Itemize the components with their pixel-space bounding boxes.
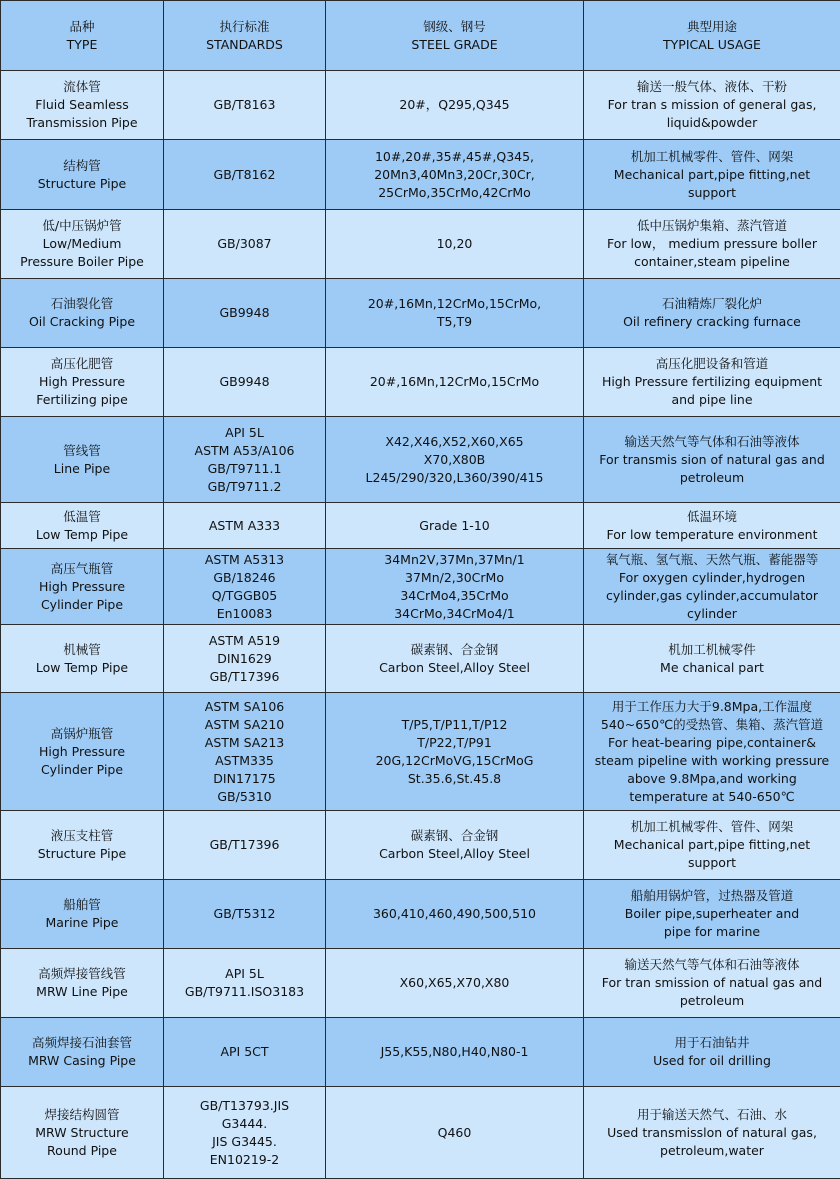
cell-line: Cylinder Pipe	[5, 761, 159, 779]
cell-line: ASTM A333	[168, 517, 321, 535]
cell-line: cylinder,gas cylinder,accumulator	[588, 587, 836, 605]
table-row	[1, 811, 840, 880]
table-row	[1, 503, 840, 549]
cell-line: High Pressure	[5, 578, 159, 596]
cell-line: Oil Cracking Pipe	[5, 313, 159, 331]
cell-line: pipe for marine	[588, 923, 836, 941]
cell-standards	[164, 625, 326, 693]
table-header-row	[1, 1, 840, 71]
cell-type	[1, 811, 164, 880]
table-row	[1, 71, 840, 140]
cell-line: 高压气瓶管	[5, 560, 159, 578]
cell-line: 20#，Q295,Q345	[330, 96, 579, 114]
cell-steel-grade	[326, 417, 584, 503]
cell-line: GB/5310	[168, 788, 321, 806]
cell-steel-grade	[326, 348, 584, 417]
cell-line: GB/T9711.1	[168, 460, 321, 478]
cell-line: L245/290/320,L360/390/415	[330, 469, 579, 487]
cell-line: Q460	[330, 1124, 579, 1142]
cell-line: 碳素钢、合金钢	[330, 827, 579, 845]
cell-line: above 9.8Mpa,and working	[588, 770, 836, 788]
cell-steel-grade	[326, 279, 584, 348]
cell-line: X42,X46,X52,X60,X65	[330, 433, 579, 451]
cell-steel-grade	[326, 880, 584, 949]
cell-steel-grade	[326, 549, 584, 625]
cell-line: petroleum	[588, 469, 836, 487]
cell-line: ASTM SA106	[168, 698, 321, 716]
cell-line: API 5L	[168, 424, 321, 442]
cell-line: GB/T9711.ISO3183	[168, 983, 321, 1001]
cell-standards	[164, 279, 326, 348]
cell-line: temperature at 540-650℃	[588, 788, 836, 806]
table-body	[1, 71, 840, 1179]
cell-steel-grade	[326, 140, 584, 210]
cell-typical-usage	[584, 1087, 840, 1179]
cell-line: T/P5,T/P11,T/P12	[330, 716, 579, 734]
cell-line: GB/3087	[168, 235, 321, 253]
cell-line: 输送天然气等气体和石油等液体	[588, 433, 836, 451]
cell-standards	[164, 210, 326, 279]
cell-line: 360,410,460,490,500,510	[330, 905, 579, 923]
cell-line: Cylinder Pipe	[5, 596, 159, 614]
table-row	[1, 949, 840, 1018]
table-row	[1, 625, 840, 693]
cell-line: 机加工机械零件	[588, 641, 836, 659]
cell-line: For low temperature environment	[588, 526, 836, 544]
cell-standards	[164, 71, 326, 140]
cell-line: Fluid Seamless	[5, 96, 159, 114]
cell-type	[1, 1087, 164, 1179]
table-row	[1, 1087, 840, 1179]
cell-line: GB/T17396	[168, 836, 321, 854]
cell-line: 25CrMo,35CrMo,42CrMo	[330, 184, 579, 202]
cell-line: High Pressure	[5, 743, 159, 761]
cell-line: Low/Medium	[5, 235, 159, 253]
cell-line: Line Pipe	[5, 460, 159, 478]
cell-type	[1, 549, 164, 625]
cell-line: 机加工机械零件、管件、网架	[588, 148, 836, 166]
cell-line: 碳素钢、合金钢	[330, 641, 579, 659]
cell-steel-grade	[326, 71, 584, 140]
table-row	[1, 549, 840, 625]
cell-type	[1, 949, 164, 1018]
cell-line: 机械管	[5, 641, 159, 659]
table-row	[1, 693, 840, 811]
cell-line: Carbon Steel,Alloy Steel	[330, 845, 579, 863]
cell-line: Marine Pipe	[5, 914, 159, 932]
cell-line: petroleum,water	[588, 1142, 836, 1160]
cell-type	[1, 417, 164, 503]
cell-line: steam pipeline with working pressure	[588, 752, 836, 770]
cell-line: JIS G3445.	[168, 1133, 321, 1151]
cell-line: 10#,20#,35#,45#,Q345,	[330, 148, 579, 166]
header-type: 品种 TYPE	[1, 1, 164, 71]
cell-line: GB9948	[168, 373, 321, 391]
cell-line: Used transmisslon of natural gas,	[588, 1124, 836, 1142]
cell-standards	[164, 880, 326, 949]
cell-line: liquid&powder	[588, 114, 836, 132]
cell-line: container,steam pipeline	[588, 253, 836, 271]
cell-line: For tran s mission of general gas,	[588, 96, 836, 114]
table-row	[1, 1018, 840, 1087]
cell-typical-usage	[584, 417, 840, 503]
cell-standards	[164, 140, 326, 210]
cell-line: cylinder	[588, 605, 836, 623]
cell-line: support	[588, 854, 836, 872]
cell-line: GB/18246	[168, 569, 321, 587]
cell-line: 20#,16Mn,12CrMo,15CrMo,	[330, 295, 579, 313]
cell-standards	[164, 549, 326, 625]
cell-typical-usage	[584, 1018, 840, 1087]
cell-type	[1, 693, 164, 811]
cell-line: 20Mn3,40Mn3,20Cr,30Cr,	[330, 166, 579, 184]
cell-line: Q/TGGB05	[168, 587, 321, 605]
cell-line: 船舶管	[5, 896, 159, 914]
cell-line: 结构管	[5, 157, 159, 175]
cell-steel-grade	[326, 1018, 584, 1087]
cell-line: ASTM A5313	[168, 551, 321, 569]
cell-typical-usage	[584, 811, 840, 880]
cell-line: J55,K55,N80,H40,N80-1	[330, 1043, 579, 1061]
cell-line: 高频焊接石油套管	[5, 1034, 159, 1052]
table-row	[1, 348, 840, 417]
cell-steel-grade	[326, 503, 584, 549]
cell-line: St.35.6,St.45.8	[330, 770, 579, 788]
table-row	[1, 279, 840, 348]
cell-line: Carbon Steel,Alloy Steel	[330, 659, 579, 677]
cell-typical-usage	[584, 549, 840, 625]
cell-line: G3444.	[168, 1115, 321, 1133]
cell-standards	[164, 1087, 326, 1179]
cell-line: GB9948	[168, 304, 321, 322]
cell-line: Pressure Boiler Pipe	[5, 253, 159, 271]
cell-line: Structure Pipe	[5, 845, 159, 863]
cell-type	[1, 279, 164, 348]
cell-typical-usage	[584, 503, 840, 549]
cell-typical-usage	[584, 348, 840, 417]
cell-line: DIN17175	[168, 770, 321, 788]
cell-steel-grade	[326, 811, 584, 880]
table-row	[1, 140, 840, 210]
cell-type	[1, 625, 164, 693]
cell-line: For low， medium pressure boller	[588, 235, 836, 253]
cell-standards	[164, 693, 326, 811]
cell-line: MRW Structure	[5, 1124, 159, 1142]
cell-line: ASTM A519	[168, 632, 321, 650]
cell-line: For oxygen cylinder,hydrogen	[588, 569, 836, 587]
cell-line: EN10219-2	[168, 1151, 321, 1169]
cell-line: High Pressure fertilizing equipment	[588, 373, 836, 391]
cell-line: 焊接结构圆管	[5, 1106, 159, 1124]
cell-typical-usage	[584, 71, 840, 140]
cell-line: 用于石油钻井	[588, 1034, 836, 1052]
cell-type	[1, 140, 164, 210]
cell-standards	[164, 417, 326, 503]
cell-line: ASTM SA213	[168, 734, 321, 752]
cell-line: 高压化肥设备和管道	[588, 355, 836, 373]
cell-line: GB/T8163	[168, 96, 321, 114]
cell-line: DIN1629	[168, 650, 321, 668]
header-steel-grade: 钢级、钢号 STEEL GRADE	[326, 1, 584, 71]
cell-line: API 5L	[168, 965, 321, 983]
cell-line: 10,20	[330, 235, 579, 253]
cell-steel-grade	[326, 949, 584, 1018]
cell-line: MRW Casing Pipe	[5, 1052, 159, 1070]
cell-line: GB/T8162	[168, 166, 321, 184]
cell-line: X70,X80B	[330, 451, 579, 469]
cell-standards	[164, 949, 326, 1018]
header-standards: 执行标准 STANDARDS	[164, 1, 326, 71]
cell-line: 高频焊接管线管	[5, 965, 159, 983]
cell-steel-grade	[326, 210, 584, 279]
cell-line: T5,T9	[330, 313, 579, 331]
cell-line: 流体管	[5, 78, 159, 96]
cell-steel-grade	[326, 693, 584, 811]
cell-line: 低温环境	[588, 508, 836, 526]
cell-line: X60,X65,X70,X80	[330, 974, 579, 992]
cell-line: 低/中压锅炉管	[5, 217, 159, 235]
cell-line: ASTM SA210	[168, 716, 321, 734]
cell-typical-usage	[584, 880, 840, 949]
cell-typical-usage	[584, 210, 840, 279]
cell-typical-usage	[584, 279, 840, 348]
cell-line: For transmis sion of natural gas and	[588, 451, 836, 469]
cell-typical-usage	[584, 625, 840, 693]
cell-line: 37Mn/2,30CrMo	[330, 569, 579, 587]
cell-line: Fertilizing pipe	[5, 391, 159, 409]
cell-line: Grade 1-10	[330, 517, 579, 535]
table-row	[1, 417, 840, 503]
cell-line: 输送天然气等气体和石油等液体	[588, 956, 836, 974]
header-typical-usage: 典型用途 TYPICAL USAGE	[584, 1, 840, 71]
cell-line: Oil refinery cracking furnace	[588, 313, 836, 331]
cell-line: 氧气瓶、氢气瓶、天然气瓶、蓄能器等	[588, 551, 836, 569]
cell-line: GB/T13793.JIS	[168, 1097, 321, 1115]
cell-line: 20G,12CrMoVG,15CrMoG	[330, 752, 579, 770]
cell-line: 高压化肥管	[5, 355, 159, 373]
cell-line: For heat-bearing pipe,container&	[588, 734, 836, 752]
cell-line: ASTM A53/A106	[168, 442, 321, 460]
cell-line: Structure Pipe	[5, 175, 159, 193]
cell-standards	[164, 503, 326, 549]
cell-line: T/P22,T/P91	[330, 734, 579, 752]
cell-type	[1, 1018, 164, 1087]
cell-line: 用于工作压力大于9.8Mpa,工作温度	[588, 698, 836, 716]
cell-line: 石油精炼厂裂化炉	[588, 295, 836, 313]
cell-line: GB/T17396	[168, 668, 321, 686]
cell-line: High Pressure	[5, 373, 159, 391]
cell-line: ASTM335	[168, 752, 321, 770]
cell-line: 用于输送天然气、石油、水	[588, 1106, 836, 1124]
cell-standards	[164, 811, 326, 880]
cell-line: GB/T9711.2	[168, 478, 321, 496]
cell-standards	[164, 1018, 326, 1087]
cell-line: 34CrMo4,35CrMo	[330, 587, 579, 605]
cell-line: Low Temp Pipe	[5, 526, 159, 544]
cell-line: 液压支柱管	[5, 827, 159, 845]
cell-steel-grade	[326, 1087, 584, 1179]
cell-line: Used for oil drilling	[588, 1052, 836, 1070]
cell-line: Mechanical part,pipe fitting,net	[588, 836, 836, 854]
cell-line: 低中压锅炉集箱、蒸汽管道	[588, 217, 836, 235]
table-row	[1, 210, 840, 279]
cell-line: Boiler pipe,superheater and	[588, 905, 836, 923]
cell-line: Me chanical part	[588, 659, 836, 677]
cell-line: and pipe line	[588, 391, 836, 409]
cell-standards	[164, 348, 326, 417]
cell-type	[1, 71, 164, 140]
cell-line: En10083	[168, 605, 321, 623]
cell-line: 高锅炉瓶管	[5, 725, 159, 743]
cell-line: petroleum	[588, 992, 836, 1010]
cell-line: 低温管	[5, 508, 159, 526]
cell-line: Round Pipe	[5, 1142, 159, 1160]
cell-typical-usage	[584, 140, 840, 210]
cell-line: MRW Line Pipe	[5, 983, 159, 1001]
cell-type	[1, 503, 164, 549]
cell-typical-usage	[584, 693, 840, 811]
cell-line: 机加工机械零件、管件、网架	[588, 818, 836, 836]
cell-type	[1, 880, 164, 949]
cell-line: Low Temp Pipe	[5, 659, 159, 677]
cell-typical-usage	[584, 949, 840, 1018]
cell-steel-grade	[326, 625, 584, 693]
cell-line: 34Mn2V,37Mn,37Mn/1	[330, 551, 579, 569]
cell-line: For tran smission of natual gas and	[588, 974, 836, 992]
cell-line: Mechanical part,pipe fitting,net	[588, 166, 836, 184]
cell-line: 540~650℃的受热管、集箱、蒸汽管道	[588, 716, 836, 734]
cell-line: API 5CT	[168, 1043, 321, 1061]
cell-line: 输送一般气体、液体、干粉	[588, 78, 836, 96]
cell-line: 管线管	[5, 442, 159, 460]
cell-type	[1, 348, 164, 417]
cell-type	[1, 210, 164, 279]
cell-line: 20#,16Mn,12CrMo,15CrMo	[330, 373, 579, 391]
cell-line: support	[588, 184, 836, 202]
cell-line: GB/T5312	[168, 905, 321, 923]
cell-line: 石油裂化管	[5, 295, 159, 313]
cell-line: 船舶用锅炉管，过热器及管道	[588, 887, 836, 905]
table-row	[1, 880, 840, 949]
cell-line: Transmission Pipe	[5, 114, 159, 132]
cell-line: 34CrMo,34CrMo4/1	[330, 605, 579, 623]
